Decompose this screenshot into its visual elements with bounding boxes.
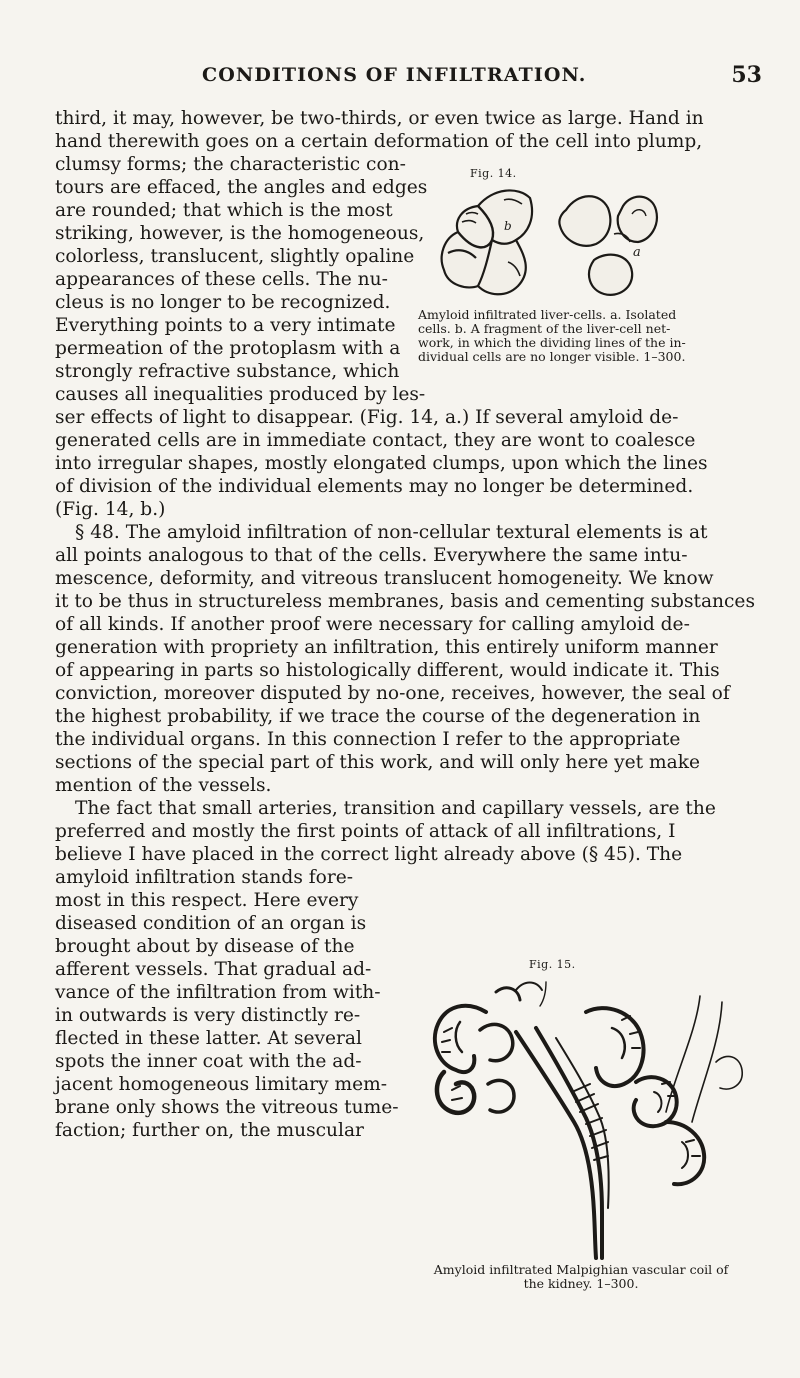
text-line: are rounded; that which is the most [55,200,393,221]
text-line: preferred and mostly the first points of attack of all infiltrations, I [55,821,676,842]
figure-15-illustration [396,972,766,1262]
text-line: of all kinds. If another proof were necessary for calling amyloid de- [55,614,690,635]
running-title: CONDITIONS OF INFILTRATION. [202,64,587,86]
text-line: spots the inner coat with the ad- [55,1051,362,1072]
text-line: into irregular shapes, mostly elongated clumps, upon which the lines [55,453,708,474]
page-header [0,58,800,94]
text-line: faction; further on, the muscular [55,1120,364,1141]
figure-14 [418,166,768,363]
text-line: mescence, deformity, and vitreous translucent homogeneity. We know [55,568,714,589]
text-line: flected in these latter. At several [55,1028,362,1049]
text-line: jacent homogeneous limitary mem- [55,1074,388,1095]
text-line: ser effects of light to disappear. (Fig. 14, a.) If several amyloid de- [55,407,679,428]
text-line: (Fig. 14, b.) [55,499,166,520]
paragraph-2 [55,521,765,797]
paragraph-1-opening [55,107,765,153]
text-line: colorless, translucent, slightly opaline [55,246,415,267]
text-line: § 48. The amyloid infiltration of non-cellular textural elements is at [75,522,708,543]
text-line: the highest probability, if we trace the course of the degeneration in [55,706,701,727]
figure-14-letter-a: a [633,245,641,260]
text-line: The fact that small arteries, transition and capillary vessels, are the [75,798,716,819]
figure-15-caption [396,1263,766,1291]
figure-14-caption [418,308,768,364]
text-line: striking, however, is the homogeneous, [55,223,425,244]
paragraph-1-wrapped [55,153,428,383]
caption-line: work, in which the dividing lines of the in- [418,335,686,350]
text-line: in outwards is very distinctly re- [55,1005,361,1026]
text-line: it to be thus in structureless membranes, basis and cementing substances [55,591,755,612]
text-line: generated cells are in immediate contact, they are wont to coalesce [55,430,696,451]
caption-line: Amyloid infiltrated Malpighian vascular coil of [433,1262,729,1277]
text-line: cleus is no longer to be recognized. [55,292,391,313]
text-line: tours are effaced, the angles and edges [55,177,428,198]
figure-15-label: Fig. 15. [529,958,576,971]
caption-line: cells. b. A fragment of the liver-cell net- [418,321,671,336]
text-line: appearances of these cells. The nu- [55,269,388,290]
text-line: vance of the infiltration from with- [55,982,381,1003]
text-line: clumsy forms; the characteristic con- [55,154,406,175]
figure-15 [396,950,766,1305]
text-line: brought about by disease of the [55,936,355,957]
text-line: afferent vessels. That gradual ad- [55,959,372,980]
figure-14-illustration [418,178,768,308]
text-line: hand therewith goes on a certain deformation of the cell into plump, [55,131,703,152]
text-line: conviction, moreover disputed by no-one, receives, however, the seal of [55,683,730,704]
text-line: strongly refractive substance, which [55,361,400,382]
text-line: all points analogous to that of the cells. Everywhere the same intu- [55,545,688,566]
text-line: third, it may, however, be two-thirds, or even twice as large. Hand in [55,108,704,129]
page-number: 53 [731,62,762,88]
caption-line: dividual cells are no longer visible. 1–300. [418,349,686,364]
text-line: permeation of the protoplasm with a [55,338,401,359]
text-line: diseased condition of an organ is [55,913,367,934]
text-line: the individual organs. In this connection I refer to the appropriate [55,729,681,750]
text-line: of appearing in parts so histologically different, would indicate it. This [55,660,720,681]
text-line: most in this respect. Here every [55,890,359,911]
text-line: of division of the individual elements may no longer be determined. [55,476,694,497]
text-line: amyloid infiltration stands fore- [55,867,354,888]
text-line: mention of the vessels. [55,775,272,796]
text-line: generation with propriety an infiltration, this entirely uniform manner [55,637,718,658]
figure-14-label: Fig. 14. [470,167,517,180]
figure-14-letter-b: b [504,219,512,233]
paragraph-1-continuation [55,383,765,521]
text-line: believe I have placed in the correct light already above (§ 45). The [55,844,683,865]
text-line: sections of the special part of this work, and will only here yet make [55,752,701,773]
text-line: causes all inequalities produced by les- [55,384,426,405]
caption-line: Amyloid infiltrated liver-cells. a. Isolated [418,307,677,322]
paragraph-3-opening [55,797,765,866]
text-line: brane only shows the vitreous tume- [55,1097,399,1118]
text-line: Everything points to a very intimate [55,315,396,336]
paragraph-3-wrapped [55,866,399,1142]
caption-line: the kidney. 1–300. [523,1276,639,1291]
